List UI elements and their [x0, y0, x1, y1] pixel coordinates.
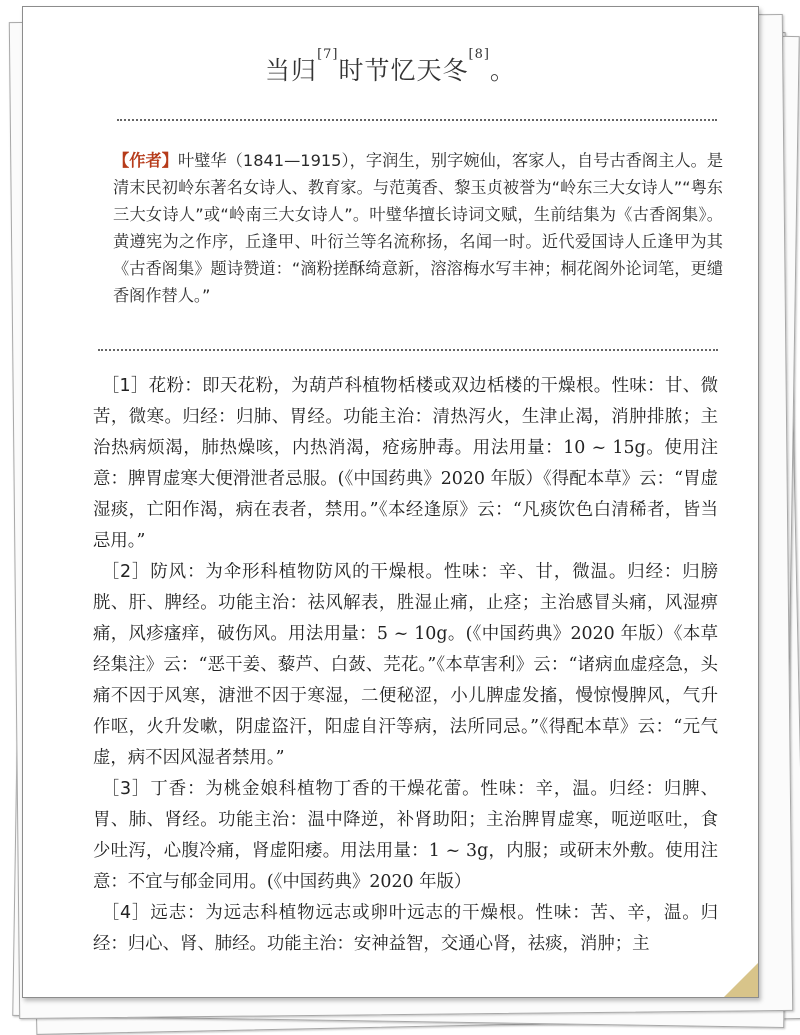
footnote-ref: [7] — [317, 47, 339, 62]
annotation-item — [93, 371, 718, 557]
annotation-term: 花粉 — [148, 376, 185, 396]
title-part: 。 — [489, 56, 516, 85]
annotation-text: ：即天花粉，为葫芦科植物栝楼或双边栝楼的干燥根。性味：甘、微苦，微寒。归经：归肺、胃经。功能主治：清热泻火，生津止渴，消肿排脓；主治热病烦渴，肺热燥咳，内热消渴，疮疡肿毒。用法用量：10 ~ 15g。使用注意：脾胃虚寒大便滑泄者忌服。(《中国药典》2020 年版）《得配本草》云：“胃虚湿痰，亡阳作渴，病在表者，禁用。”《本经逢原》云：“凡痰饮色白清稀者，皆当忌用。” — [93, 376, 718, 551]
dotted-divider — [117, 119, 717, 121]
author-tag: 【作者】 — [113, 151, 178, 170]
footnote-ref: [8] — [468, 47, 490, 62]
annotation-number: ［1］ — [101, 376, 149, 396]
annotation-text: ：为远志科植物远志或卵叶远志的干燥根。性味：苦、辛，温。归经：归心、肾、肺经。功能主治：安神益智，交通心肾，祛痰，消肿；主 — [93, 903, 718, 954]
annotation-term: 丁香 — [150, 779, 188, 799]
annotation-item — [93, 557, 718, 774]
title-part: 时节忆天冬 — [338, 56, 469, 85]
annotation-item — [93, 774, 718, 898]
annotation-term: 防风 — [150, 562, 188, 582]
annotation-term: 远志 — [150, 903, 188, 923]
annotation-text: ：为桃金娘科植物丁香的干燥花蕾。性味：辛，温。归经：归脾、胃、肺、肾经。功能主治：温中降逆，补肾助阳；主治脾胃虚寒，呃逆呕吐，食少吐泻，心腹冷痛，肾虚阳痿。用法用量：1 ~ 3g，内服；或研末外敷。使用注意：不宜与郁金同用。(《中国药典》2020 年版） — [93, 779, 718, 892]
author-bio — [113, 147, 723, 309]
book-page — [22, 6, 759, 998]
annotation-number: ［3］ — [101, 779, 151, 799]
page-corner-fold — [724, 963, 758, 997]
page-title — [23, 47, 758, 87]
annotation-text: ：为伞形科植物防风的干燥根。性味：辛、甘，微温。归经：归膀胱、肝、脾经。功能主治：祛风解表，胜湿止痛，止痉；主治感冒头痛，风湿痹痛，风疹瘙痒，破伤风。用法用量：5 ~ 10g。(《中国药典》2020 年版）《本草经集注》云：“恶干姜、藜芦、白蔹、芫花。”《本草害利》云：“诸病血虚痉急，头痛不因于风寒，溏泄不因于寒湿，二便秘涩，小儿脾虚发搐，慢惊慢脾风，气升作呕，火升发嗽，阴虚盗汗，阳虚自汗等病，法所同忌。”《得配本草》云：“元气虚，病不因风湿者禁用。” — [93, 562, 718, 768]
author-text: 叶璧华（1841—1915），字润生，别字婉仙，客家人，自号古香阁主人。是清末民初岭东著名女诗人、教育家。与范荑香、黎玉贞被誉为“岭东三大女诗人”“粤东三大女诗人”或“岭南三大女诗人”。叶璧华擅长诗词文赋，生前结集为《古香阁集》。黄遵宪为之作序，丘逢甲、叶衍兰等名流称扬，名闻一时。近代爱国诗人丘逢甲为其《古香阁集》题诗赞道：“滴粉搓酥绮意新，溶溶梅水写丰神；桐花阁外论词笔，更缱香阁作替人。” — [113, 151, 724, 305]
annotation-number: ［2］ — [101, 562, 151, 582]
annotation-number: ［4］ — [101, 903, 151, 923]
title-part: 当归 — [265, 56, 318, 85]
dotted-divider — [98, 349, 718, 351]
annotation-list — [93, 371, 718, 960]
annotation-item — [93, 898, 718, 960]
